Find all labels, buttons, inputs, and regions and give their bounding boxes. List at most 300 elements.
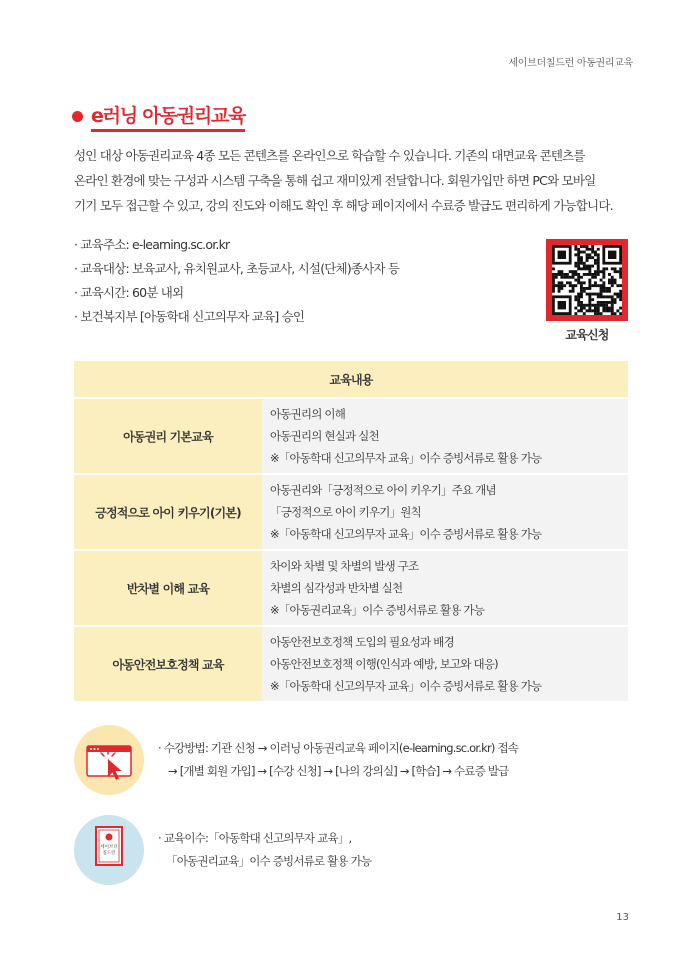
method-enrollment (74, 725, 628, 795)
qr-module (577, 293, 580, 296)
qr-module (597, 301, 600, 304)
qr-module (602, 304, 605, 307)
qr-module (588, 301, 591, 304)
qr-module (583, 290, 586, 293)
course-name: 반차별 이해 교육 (74, 550, 262, 626)
qr-module (591, 245, 594, 248)
qr-module (569, 284, 572, 287)
qr-module (597, 309, 600, 312)
qr-module (583, 267, 586, 270)
qr-module (572, 270, 575, 273)
qr-module (597, 267, 600, 270)
qr-module (586, 248, 589, 251)
qr-module (611, 281, 614, 284)
qr-module (577, 251, 580, 254)
qr-module (555, 284, 558, 287)
qr-module (586, 309, 589, 312)
qr-module (552, 284, 555, 287)
qr-module (574, 279, 577, 282)
qr-module (619, 267, 622, 270)
qr-module (594, 284, 597, 287)
running-header: 세이브더칠드런 아동권리교육 (508, 58, 633, 69)
detail-line: 아동권리의 현실과 실천 (270, 429, 379, 443)
qr-module (563, 273, 566, 276)
qr-module (608, 309, 611, 312)
qr-module (597, 293, 600, 296)
course-details (262, 474, 628, 550)
qr-module (616, 295, 619, 298)
qr-module (577, 301, 580, 304)
qr-module (580, 259, 583, 262)
qr-module (602, 307, 605, 310)
qr-module (583, 273, 586, 276)
qr-module (591, 276, 594, 279)
qr-module (588, 293, 591, 296)
qr-module (569, 290, 572, 293)
browser-click-icon (74, 725, 144, 795)
qr-module (583, 245, 586, 248)
qr-module (572, 290, 575, 293)
qr-module (600, 290, 603, 293)
table-row (74, 398, 628, 474)
qr-module (597, 295, 600, 298)
qr-module (594, 273, 597, 276)
qr-module (619, 270, 622, 273)
qr-module (591, 293, 594, 296)
qr-module (619, 273, 622, 276)
qr-module (563, 276, 566, 279)
qr-module (588, 304, 591, 307)
qr-module (580, 256, 583, 259)
qr-module (591, 265, 594, 268)
info-item-address: · 교육주소: e-learning.sc.or.kr (74, 237, 230, 252)
red-bullet-icon (72, 111, 83, 122)
qr-module (602, 281, 605, 284)
detail-line: 아동안전보호정책 이행(인식과 예방, 보고와 대응) (270, 657, 498, 671)
qr-module (597, 270, 600, 273)
qr-module (586, 304, 589, 307)
certificate-text: 세이브더 (100, 845, 118, 850)
qr-module (591, 256, 594, 259)
qr-module (614, 279, 617, 282)
qr-module (566, 276, 569, 279)
qr-module (577, 253, 580, 256)
qr-module (577, 281, 580, 284)
qr-module (586, 259, 589, 262)
qr-module (588, 298, 591, 301)
qr-module (619, 290, 622, 293)
qr-module (600, 284, 603, 287)
detail-line: ※「아동권리교육」이수 증빙서류로 활용 가능 (270, 603, 485, 617)
qr-module (602, 309, 605, 312)
qr-module (611, 301, 614, 304)
qr-module (574, 248, 577, 251)
qr-module (552, 281, 555, 284)
table-header: 교육내용 (74, 361, 628, 398)
qr-code-icon (552, 245, 622, 315)
qr-module (614, 270, 617, 273)
qr-module (597, 273, 600, 276)
qr-module (608, 287, 611, 290)
qr-module (600, 293, 603, 296)
qr-module (588, 309, 591, 312)
qr-module (563, 284, 566, 287)
qr-module (611, 276, 614, 279)
qr-module (591, 248, 594, 251)
qr-module (605, 309, 608, 312)
qr-module (577, 304, 580, 307)
qr-module (574, 273, 577, 276)
page-number: 13 (616, 912, 629, 923)
browser-click-graphic (74, 725, 144, 795)
qr-module (580, 284, 583, 287)
qr-module (605, 267, 608, 270)
qr-module (574, 262, 577, 265)
qr-module (560, 284, 563, 287)
qr-module (594, 293, 597, 296)
qr-module (602, 267, 605, 270)
qr-module (614, 267, 617, 270)
qr-module (588, 295, 591, 298)
qr-module (594, 307, 597, 310)
qr-module (586, 273, 589, 276)
qr-module (580, 301, 583, 304)
qr-module (558, 284, 561, 287)
qr-module (614, 301, 617, 304)
qr-module (597, 259, 600, 262)
qr-module (594, 309, 597, 312)
qr-module (577, 256, 580, 259)
method-text (158, 827, 371, 873)
qr-module (619, 307, 622, 310)
qr-module (580, 276, 583, 279)
qr-module (597, 248, 600, 251)
qr-module (594, 262, 597, 265)
qr-module (588, 273, 591, 276)
table-row (74, 474, 628, 550)
qr-module (614, 293, 617, 296)
method-text (158, 737, 518, 783)
qr-module (588, 256, 591, 259)
qr-module (591, 284, 594, 287)
qr-module (588, 279, 591, 282)
qr-module (600, 279, 603, 282)
qr-module (594, 312, 597, 315)
course-details (262, 550, 628, 626)
info-item-target: · 교육대상: 보육교사, 유치원교사, 초등교사, 시설(단체)종사자 등 (74, 261, 400, 276)
qr-module (574, 265, 577, 268)
qr-module (577, 265, 580, 268)
course-details (262, 398, 628, 474)
qr-module (580, 267, 583, 270)
qr-module (572, 276, 575, 279)
qr-module (574, 284, 577, 287)
qr-module (574, 298, 577, 301)
qr-module (597, 307, 600, 310)
method-line: 「아동권리교육」이수 증빙서류로 활용 가능 (166, 854, 372, 868)
qr-module (560, 276, 563, 279)
qr-module (611, 279, 614, 282)
qr-module (580, 290, 583, 293)
info-item-approval: · 보건복지부 [아동학대 신고의무자 교육] 승인 (74, 309, 305, 324)
method-completion (74, 815, 628, 885)
qr-module (597, 256, 600, 259)
detail-line: ※「아동학대 신고의무자 교육」이수 증빙서류로 활용 가능 (270, 527, 542, 541)
qr-module (611, 312, 614, 315)
qr-module (600, 270, 603, 273)
qr-module (597, 262, 600, 265)
qr-module (608, 281, 611, 284)
qr-module (608, 301, 611, 304)
section-heading (72, 103, 245, 129)
qr-module (594, 251, 597, 254)
qr-module (600, 295, 603, 298)
qr-module (583, 287, 586, 290)
qr-module (602, 290, 605, 293)
qr-module (552, 267, 555, 270)
qr-module (602, 270, 605, 273)
qr-module (583, 304, 586, 307)
qr-module (602, 284, 605, 287)
qr-module (580, 281, 583, 284)
qr-module (577, 276, 580, 279)
info-list (74, 233, 534, 329)
qr-module (597, 304, 600, 307)
qr-module (586, 287, 589, 290)
qr-module (611, 298, 614, 301)
qr-finder (558, 301, 566, 309)
qr-module (566, 273, 569, 276)
qr-module (588, 253, 591, 256)
detail-line: 「긍정적으로 아이 키우기」원칙 (270, 505, 421, 519)
qr-module (583, 265, 586, 268)
method-line: · 수강방법: 기관 신청 → 이러닝 아동권리교육 페이지(e-learning.sc.or.kr) 접속 (158, 741, 519, 755)
qr-pattern (552, 245, 622, 315)
certificate-icon (74, 815, 144, 885)
qr-module (611, 307, 614, 310)
qr-module (588, 307, 591, 310)
method-line: · 교육이수:「아동학대 신고의무자 교육」, (158, 831, 352, 845)
qr-module (586, 267, 589, 270)
qr-module (574, 307, 577, 310)
qr-module (594, 304, 597, 307)
qr-module (560, 287, 563, 290)
qr-module (611, 304, 614, 307)
qr-module (616, 293, 619, 296)
qr-module (614, 312, 617, 315)
qr-module (572, 273, 575, 276)
qr-module (588, 248, 591, 251)
qr-module (583, 312, 586, 315)
qr-module (602, 276, 605, 279)
qr-module (574, 245, 577, 248)
qr-module (580, 309, 583, 312)
qr-module (605, 301, 608, 304)
qr-module (560, 281, 563, 284)
qr-module (600, 301, 603, 304)
qr-module (577, 273, 580, 276)
qr-module (608, 273, 611, 276)
intro-line: 기기 모두 접근할 수 있고, 강의 진도와 이해도 확인 후 해당 페이지에서 수료증 발급도 편리하게 가능합니다. (74, 198, 613, 213)
qr-module (600, 304, 603, 307)
qr-module (591, 309, 594, 312)
qr-module (594, 259, 597, 262)
qr-module (586, 265, 589, 268)
qr-module (602, 295, 605, 298)
qr-module (588, 284, 591, 287)
qr-module (580, 245, 583, 248)
qr-module (597, 265, 600, 268)
qr-module (558, 281, 561, 284)
qr-module (572, 284, 575, 287)
method-line: → [개별 회원 가입] → [수강 신청] → [나의 강의실] → [학습] → 수료증 발급 (168, 764, 509, 778)
qr-module (566, 281, 569, 284)
qr-module (619, 298, 622, 301)
qr-module (605, 307, 608, 310)
qr-module (560, 273, 563, 276)
intro-line: 성인 대상 아동권리교육 4종 모든 콘텐츠를 온라인으로 학습할 수 있습니다. 기존의 대면교육 콘텐츠를 (74, 148, 585, 163)
qr-module (577, 298, 580, 301)
section-title: e러닝 아동권리교육 (91, 101, 245, 132)
qr-module (588, 270, 591, 273)
qr-module (583, 281, 586, 284)
qr-module (591, 298, 594, 301)
qr-label: 교육신청 (565, 328, 609, 342)
qr-module (608, 307, 611, 310)
qr-module (558, 273, 561, 276)
qr-module (600, 287, 603, 290)
qr-module (569, 281, 572, 284)
qr-module (605, 290, 608, 293)
course-table (74, 361, 628, 703)
certificate-graphic (74, 815, 144, 885)
qr-module (574, 253, 577, 256)
qr-module (605, 295, 608, 298)
qr-module (616, 309, 619, 312)
qr-module (602, 273, 605, 276)
qr-module (577, 262, 580, 265)
qr-module (580, 262, 583, 265)
qr-module (580, 251, 583, 254)
qr-module (591, 304, 594, 307)
course-name: 긍정적으로 아이 키우기(기본) (74, 474, 262, 550)
qr-module (588, 267, 591, 270)
qr-module (577, 309, 580, 312)
qr-module (577, 295, 580, 298)
qr-module (594, 276, 597, 279)
qr-module (580, 304, 583, 307)
qr-module (608, 295, 611, 298)
qr-module (608, 290, 611, 293)
intro-paragraph (74, 143, 634, 218)
qr-module (577, 259, 580, 262)
qr-module (560, 270, 563, 273)
qr-module (586, 253, 589, 256)
qr-module (619, 295, 622, 298)
detail-line: 아동권리의 이해 (270, 407, 346, 421)
qr-module (605, 287, 608, 290)
qr-module (552, 276, 555, 279)
qr-module (577, 279, 580, 282)
qr-module (580, 307, 583, 310)
detail-line: 아동안전보호정책 도입의 필요성과 배경 (270, 635, 454, 649)
qr-module (552, 279, 555, 282)
qr-module (583, 262, 586, 265)
qr-module (619, 284, 622, 287)
qr-module (580, 293, 583, 296)
qr-module (569, 270, 572, 273)
qr-finder (608, 251, 616, 259)
qr-module (602, 287, 605, 290)
qr-module (619, 293, 622, 296)
qr-module (591, 251, 594, 254)
qr-module (577, 248, 580, 251)
detail-line: 차별의 심각성과 반차별 실천 (270, 581, 403, 595)
intro-line: 온라인 환경에 맞는 구성과 시스템 구축을 통해 쉽고 재미있게 전달합니다. 회원가입만 하면 PC와 모바일 (74, 173, 596, 188)
qr-module (600, 312, 603, 315)
qr-module (577, 267, 580, 270)
qr-module (552, 273, 555, 276)
qr-module (583, 307, 586, 310)
qr-module (597, 253, 600, 256)
table-row (74, 550, 628, 626)
qr-module (572, 287, 575, 290)
qr-module (580, 287, 583, 290)
qr-module (558, 287, 561, 290)
qr-module (619, 312, 622, 315)
qr-module (586, 245, 589, 248)
qr-module (588, 287, 591, 290)
qr-module (608, 279, 611, 282)
table-row (74, 626, 628, 702)
certificate-text: 칠드런 (102, 851, 116, 856)
qr-module (611, 295, 614, 298)
qr-module (580, 295, 583, 298)
qr-module (597, 284, 600, 287)
qr-module (574, 312, 577, 315)
qr-module (614, 298, 617, 301)
qr-module (594, 281, 597, 284)
course-details (262, 626, 628, 702)
course-name: 아동안전보호정책 교육 (74, 626, 262, 702)
qr-module (594, 253, 597, 256)
qr-module (605, 304, 608, 307)
qr-module (611, 284, 614, 287)
qr-module (594, 270, 597, 273)
qr-module (616, 270, 619, 273)
qr-module (586, 256, 589, 259)
qr-module (574, 295, 577, 298)
qr-module (591, 273, 594, 276)
qr-module (597, 312, 600, 315)
qr-code[interactable] (546, 239, 628, 321)
detail-line: ※「아동학대 신고의무자 교육」이수 증빙서류로 활용 가능 (270, 451, 542, 465)
qr-module (558, 270, 561, 273)
qr-module (574, 270, 577, 273)
qr-module (611, 309, 614, 312)
qr-module (614, 281, 617, 284)
qr-module (555, 273, 558, 276)
qr-module (586, 293, 589, 296)
info-item-duration: · 교육시간: 60분 내외 (74, 285, 184, 300)
qr-module (558, 290, 561, 293)
qr-module (569, 276, 572, 279)
qr-module (555, 276, 558, 279)
qr-module (588, 281, 591, 284)
qr-finder (558, 251, 566, 259)
qr-module (602, 301, 605, 304)
detail-line: ※「아동학대 신고의무자 교육」이수 증빙서류로 활용 가능 (270, 679, 542, 693)
